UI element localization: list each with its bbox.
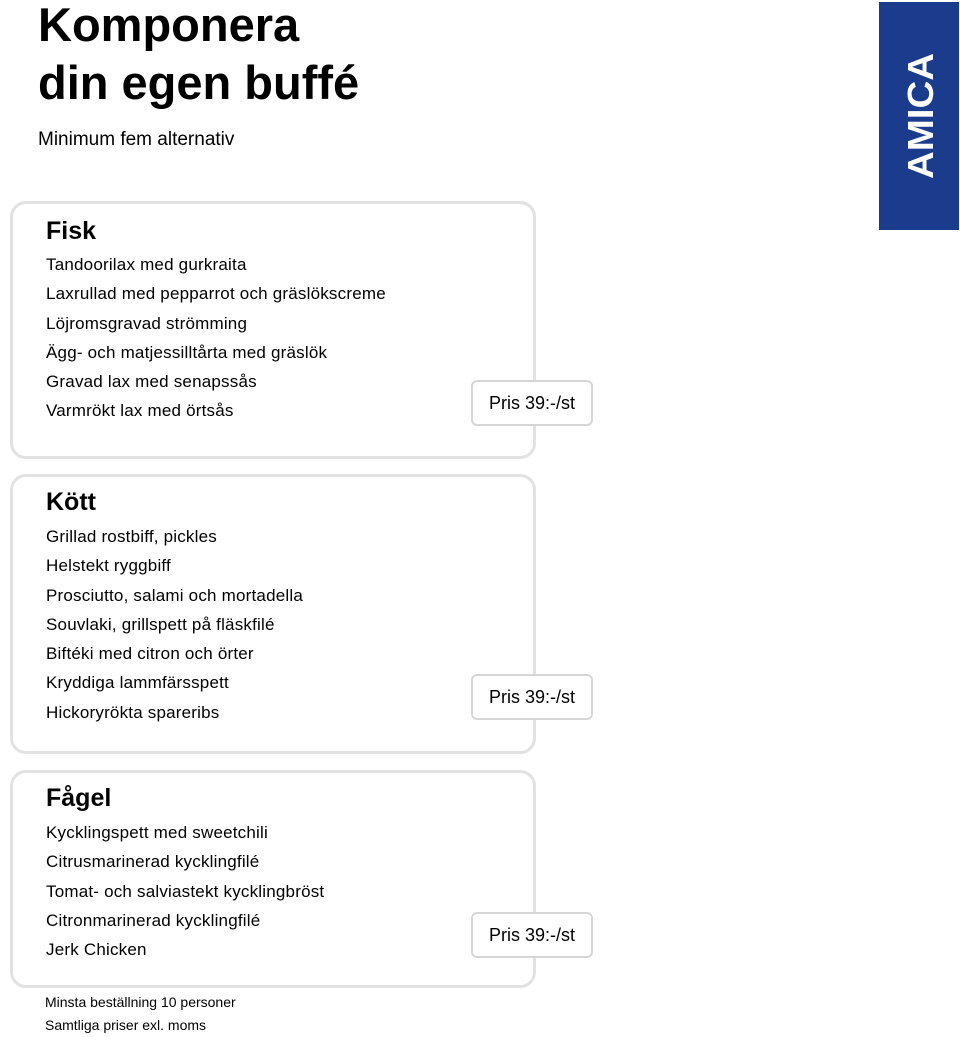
footer-notes (45, 991, 236, 1037)
list-item: Varmrökt lax med örtsås (46, 401, 234, 421)
list-item: Löjromsgravad strömming (46, 313, 248, 333)
page-subtitle: Minimum fem alternativ (38, 129, 235, 150)
card-title-fisk: Fisk (46, 217, 97, 245)
item-list-fagel (46, 818, 324, 964)
amica-logo (879, 2, 959, 230)
page-title-line-2: din egen buffé (38, 56, 360, 109)
list-item: Ägg- och matjessilltårta med gräslök (46, 342, 328, 362)
list-item: Kycklingspett med sweetchili (46, 823, 268, 842)
page-title-line-1: Komponera (38, 0, 300, 51)
card-title-kott: Kött (46, 488, 96, 516)
page-title (38, 0, 359, 112)
price-label-kott: Pris 39:-/st (471, 674, 593, 720)
list-item: Citronmarinerad kycklingfilé (46, 910, 261, 930)
amica-logo-text: AMICA (900, 61, 941, 179)
list-item: Laxrullad med pepparrot och gräslökscreme (46, 284, 386, 304)
menu-card-fisk (10, 201, 536, 459)
list-item: Helstekt ryggbiff (46, 556, 171, 576)
list-item: Gravad lax med senapssås (46, 372, 257, 392)
list-item: Prosciutto, salami och mortadella (46, 585, 303, 605)
list-item: Jerk Chicken (46, 940, 147, 960)
item-list-kott (46, 522, 303, 727)
price-label-fagel: Pris 39:-/st (471, 912, 593, 958)
list-item: Souvlaki, grillspett på fläskfilé (46, 614, 275, 634)
list-item: Kryddiga lammfärsspett (46, 673, 229, 693)
list-item: Citrusmarinerad kycklingfilé (46, 852, 260, 872)
list-item: Hickoryrökta spareribs (46, 702, 220, 722)
price-label-fisk: Pris 39:-/st (471, 380, 593, 426)
menu-card-kott (10, 474, 536, 754)
footer-minimum-order: Minsta beställning 10 personer (45, 994, 236, 1010)
list-item: Tomat- och salviastekt kycklingbröst (46, 881, 325, 901)
footer-vat-note: Samtliga priser exl. moms (45, 1017, 207, 1033)
list-item: Biftéki med citron och örter (46, 644, 254, 664)
list-item: Grillad rostbiff, pickles (46, 527, 217, 546)
item-list-fisk (46, 250, 386, 426)
card-title-fagel: Fågel (46, 784, 112, 812)
menu-card-fagel (10, 770, 536, 988)
list-item: Tandoorilax med gurkraita (46, 255, 247, 274)
